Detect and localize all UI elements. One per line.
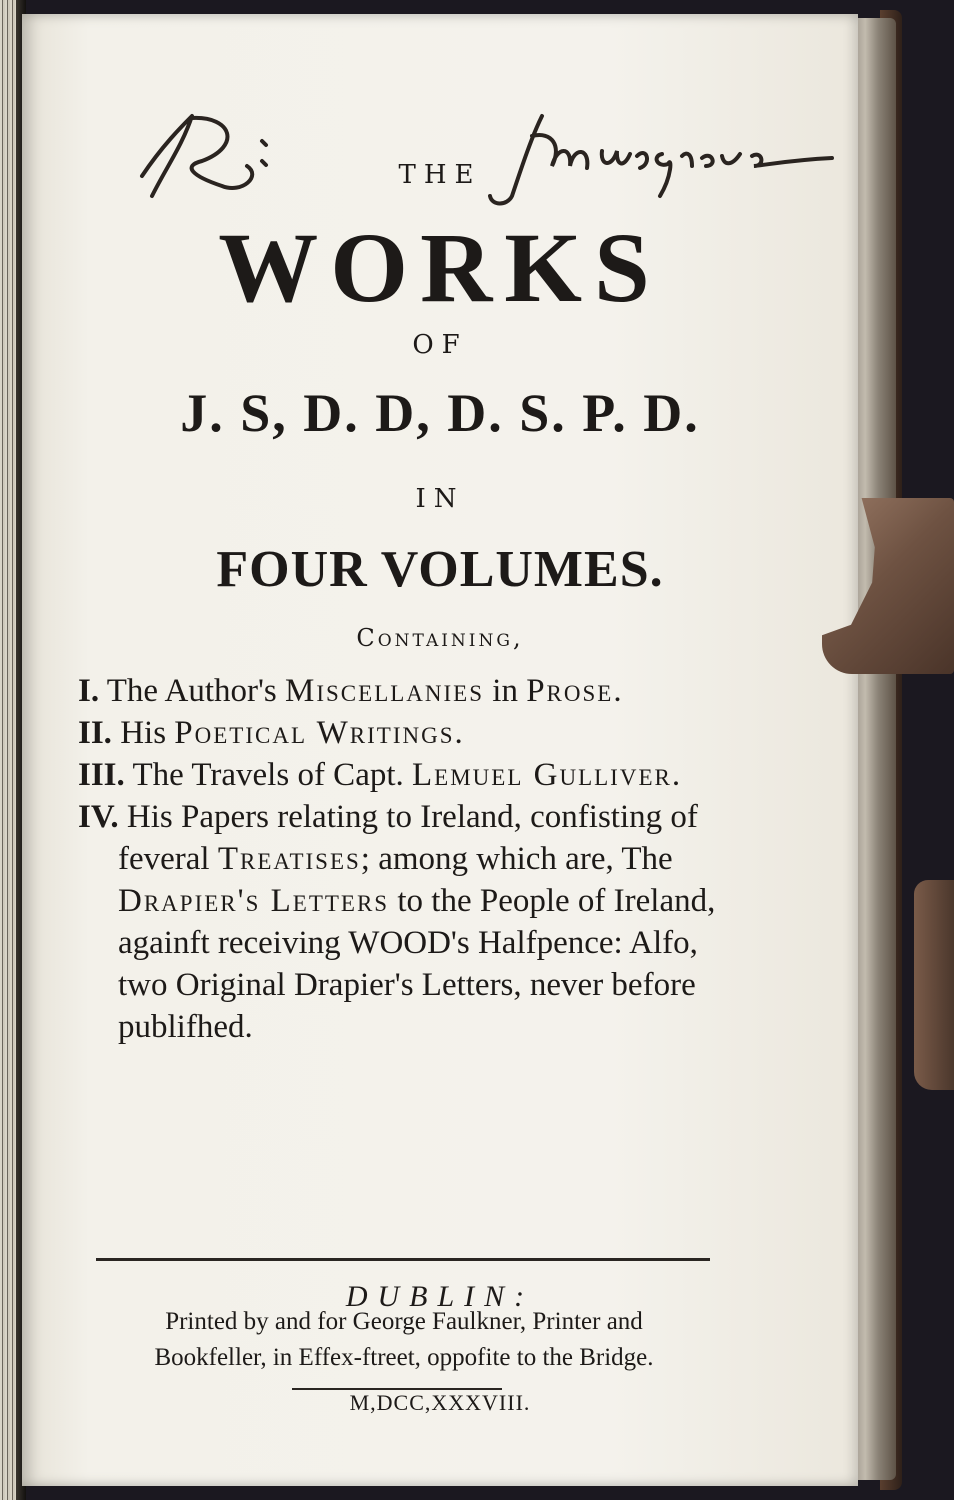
contents-list: [78, 670, 738, 1048]
svg-text:R: Musgrave: R: Musgrave: [112, 106, 119, 107]
list-item: II. His Poetical Writings.: [78, 715, 463, 751]
title-page: [22, 14, 858, 1486]
title-volumes: FOUR VOLUMES.: [216, 541, 664, 598]
title-author: J. S, D. D, D. S. P. D.: [180, 383, 700, 443]
imprint-date: M,DCC,XXXVIII.: [349, 1390, 531, 1415]
title-of: OF: [412, 330, 468, 360]
title-works: WORKS: [218, 212, 662, 323]
book-clasp-lower: [914, 880, 954, 1090]
containing-label: Containing,: [356, 624, 524, 652]
title-the: THE: [398, 160, 482, 190]
imprint-city: DUBLIN:: [345, 1280, 535, 1313]
imprint-line-2: Bookfeller, in Effex-ftreet, oppofite to the Bridge.: [154, 1344, 654, 1371]
list-item: I. The Author's Miscellanies in Prose.: [78, 673, 622, 709]
title-in: IN: [415, 484, 465, 514]
imprint-text: [66, 1304, 742, 1376]
divider-rule: [96, 1258, 710, 1261]
list-item: III. The Travels of Capt. Lemuel Gulliver.: [78, 757, 681, 793]
page-fore-edge: [852, 18, 896, 1480]
imprint-line-1: Printed by and for George Faulkner, Printer and: [165, 1308, 643, 1335]
list-item: IV. His Papers relating to Ireland, confisting of feveral Treatises; among which are, The Drapier's Letters to the People of Ireland, againft receiving WOOD's Halfpence: Alfo, two Original Drapier's Letters, never before publifhed.: [78, 799, 716, 1045]
